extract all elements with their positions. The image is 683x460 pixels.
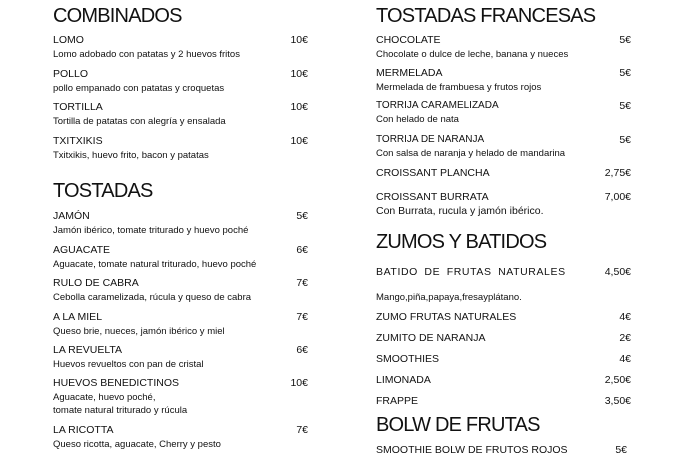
item-price: 2€ [619, 332, 631, 344]
menu-item [53, 424, 308, 451]
menu-item [53, 344, 308, 371]
item-price: 5€ [619, 67, 631, 79]
menu-item [376, 332, 631, 344]
item-name: CROISSANT PLANCHA [376, 167, 490, 179]
item-name: CHOCOLATE [376, 34, 441, 46]
item-desc: Cebolla caramelizada, rúcula y queso de cabra [53, 292, 252, 303]
item-price: 5€ [296, 210, 308, 222]
item-price: 4€ [619, 353, 631, 365]
item-desc: Mango,piña,papaya,fresayplátano. [376, 292, 522, 303]
item-desc-line2: tomate natural triturado y rúcula [53, 405, 188, 416]
menu-item [376, 444, 631, 456]
item-name: MERMELADA [376, 67, 443, 79]
item-name: TXITXIKIS [53, 135, 103, 147]
item-name: FRAPPE [376, 395, 419, 407]
item-price: 7,00€ [604, 191, 631, 203]
item-price: 10€ [290, 377, 308, 389]
menu-item [376, 67, 631, 94]
item-desc: Tortilla de patatas con alegría y ensalada [53, 116, 226, 127]
menu-item [376, 311, 631, 323]
menu-item [53, 311, 308, 338]
item-price: 10€ [290, 34, 308, 46]
menu-item [53, 68, 308, 95]
item-price: 10€ [290, 68, 308, 80]
item-name: HUEVOS BENEDICTINOS [53, 377, 180, 389]
item-desc: Con salsa de naranja y helado de mandarina [376, 148, 566, 159]
item-name: LA RICOTTA [53, 424, 114, 436]
menu-item [376, 100, 631, 126]
menu-item [53, 34, 308, 61]
item-price: 7€ [296, 277, 308, 289]
item-name: SMOOTHIE BOLW DE FRUTOS ROJOS [376, 444, 568, 456]
item-name: AGUACATE [53, 244, 110, 256]
menu-item [53, 277, 308, 304]
item-name: BATIDO DE FRUTAS NATURALES [376, 266, 566, 278]
item-name: CROISSANT BURRATA [376, 191, 489, 203]
menu-item [53, 377, 308, 417]
menu-item [376, 266, 631, 278]
item-desc: Chocolate o dulce de leche, banana y nueces [376, 49, 569, 60]
item-price: 6€ [296, 344, 308, 356]
item-price: 2,50€ [604, 374, 631, 386]
item-desc: Con helado de nata [376, 114, 459, 125]
section-title-tostadas-francesas: TOSTADAS FRANCESAS [376, 5, 596, 27]
item-price: 2,75€ [604, 167, 631, 179]
item-desc: Aguacate, huevo poché, [53, 392, 156, 403]
item-name: TORRIJA CARAMELIZADA [376, 100, 499, 111]
section-title-zumos: ZUMOS Y BATIDOS [376, 231, 547, 253]
item-name: JAMÓN [53, 210, 90, 222]
item-price: 10€ [290, 135, 308, 147]
item-desc: Con Burrata, rucula y jamón ibérico. [376, 205, 544, 217]
item-price: 5€ [619, 100, 631, 112]
item-name: ZUMITO DE NARANJA [376, 332, 486, 344]
menu-item [376, 134, 631, 160]
section-title-bolw: BOLW DE FRUTAS [376, 414, 540, 436]
item-price: 4,50€ [604, 266, 631, 278]
menu-item [376, 34, 631, 61]
menu-item [376, 191, 631, 218]
item-name: LA REVUELTA [53, 344, 123, 356]
menu-item [376, 374, 631, 386]
menu-item [53, 135, 308, 162]
item-price: 5€ [619, 34, 631, 46]
item-name: TORTILLA [53, 101, 103, 113]
item-name: RULO DE CABRA [53, 277, 139, 289]
item-price: 5€ [615, 444, 627, 456]
item-price: 3,50€ [604, 395, 631, 407]
item-price: 7€ [296, 311, 308, 323]
menu-item [376, 353, 631, 365]
item-name: LOMO [53, 34, 84, 46]
item-desc: Aguacate, tomate natural triturado, huevo poché [53, 259, 257, 270]
item-desc: Huevos revueltos con pan de cristal [53, 359, 204, 370]
item-desc: Lomo adobado con patatas y 2 huevos fritos [53, 49, 240, 60]
item-desc: Txitxikis, huevo frito, bacon y patatas [53, 150, 209, 161]
item-price: 6€ [296, 244, 308, 256]
item-price: 5€ [619, 134, 631, 146]
section-title-tostadas: TOSTADAS [53, 180, 153, 202]
item-name: LIMONADA [376, 374, 431, 386]
item-desc: Jamón ibérico, tomate triturado y huevo poché [53, 225, 249, 236]
item-price: 4€ [619, 311, 631, 323]
menu-item [53, 210, 308, 237]
item-name: A LA MIEL [53, 311, 103, 323]
item-name: POLLO [53, 68, 89, 80]
section-title-combinados: COMBINADOS [53, 5, 182, 27]
item-price: 10€ [290, 101, 308, 113]
item-name: ZUMO FRUTAS NATURALES [376, 311, 517, 323]
menu-item [376, 167, 631, 179]
item-desc: Queso brie, nueces, jamón ibérico y miel [53, 326, 225, 337]
item-name: SMOOTHIES [376, 353, 440, 365]
item-desc: Queso ricotta, aguacate, Cherry y pesto [53, 439, 221, 450]
item-desc: Mermelada de frambuesa y frutos rojos [376, 82, 542, 93]
menu-item [376, 395, 631, 407]
menu-item [53, 101, 308, 128]
item-desc: pollo empanado con patatas y croquetas [53, 83, 225, 94]
item-name: TORRIJA DE NARANJA [376, 134, 485, 145]
menu-item [376, 289, 631, 304]
menu-item [53, 244, 308, 271]
item-price: 7€ [296, 424, 308, 436]
